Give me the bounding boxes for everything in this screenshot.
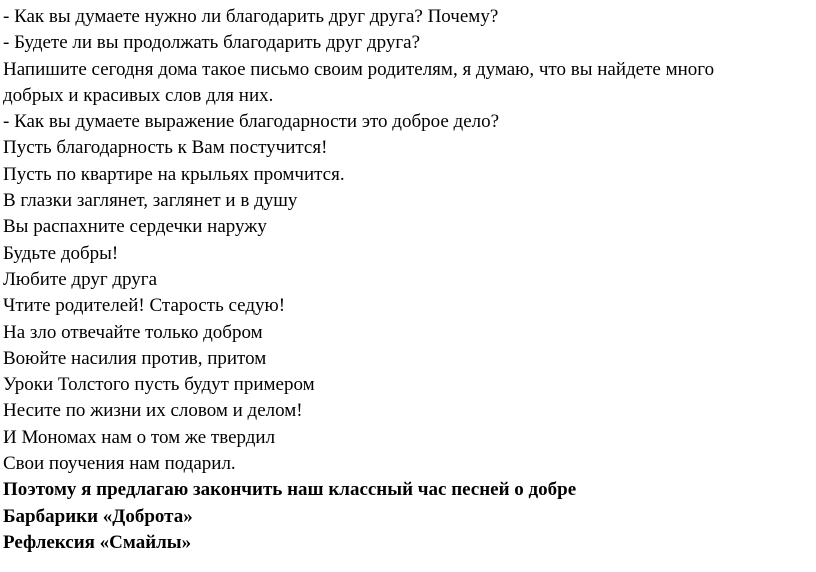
poem-line-2: Пусть по квартире на крыльях промчится.	[3, 163, 345, 185]
closing-line-2: Барбарики «Доброта»	[3, 505, 193, 527]
document-text	[3, 4, 813, 556]
poem-line-1: Пусть благодарность к Вам постучится!	[3, 137, 328, 159]
poem-line-11: Несите по жизни их словом и делом!	[3, 400, 303, 422]
poem-line-5: Будьте добры!	[3, 242, 119, 264]
question-line-1: - Как вы думаете нужно ли благодарить друг друга? Почему?	[3, 6, 499, 27]
closing-line-3: Рефлексия «Смайлы»	[3, 531, 192, 553]
poem-line-6: Любите друг друга	[3, 268, 158, 290]
poem-line-12: И Мономах нам о том же твердил	[3, 426, 276, 448]
poem-line-9: Воюйте насилия против, притом	[3, 347, 267, 369]
instruction-line-2: добрых и красивых слов для них.	[3, 84, 274, 106]
poem-line-3: В глазки заглянет, заглянет и в душу	[3, 190, 298, 212]
poem-line-8: На зло отвечайте только добром	[3, 321, 263, 343]
question-line-3: - Как вы думаете выражение благодарности это доброе дело?	[3, 111, 500, 133]
question-line-2: - Будете ли вы продолжать благодарить друг друга?	[3, 32, 420, 54]
instruction-line-1: Напишите сегодня дома такое письмо своим родителям, я думаю, что вы найдете много	[3, 58, 715, 80]
poem-line-7: Чтите родителей! Старость седую!	[3, 295, 286, 317]
poem-line-10: Уроки Толстого пусть будут примером	[3, 374, 315, 396]
closing-line-1: Поэтому я предлагаю закончить наш классный час песней о добре	[3, 479, 577, 501]
poem-line-13: Свои поучения нам подарил.	[3, 453, 236, 475]
poem-line-4: Вы распахните сердечки наружу	[3, 216, 267, 238]
